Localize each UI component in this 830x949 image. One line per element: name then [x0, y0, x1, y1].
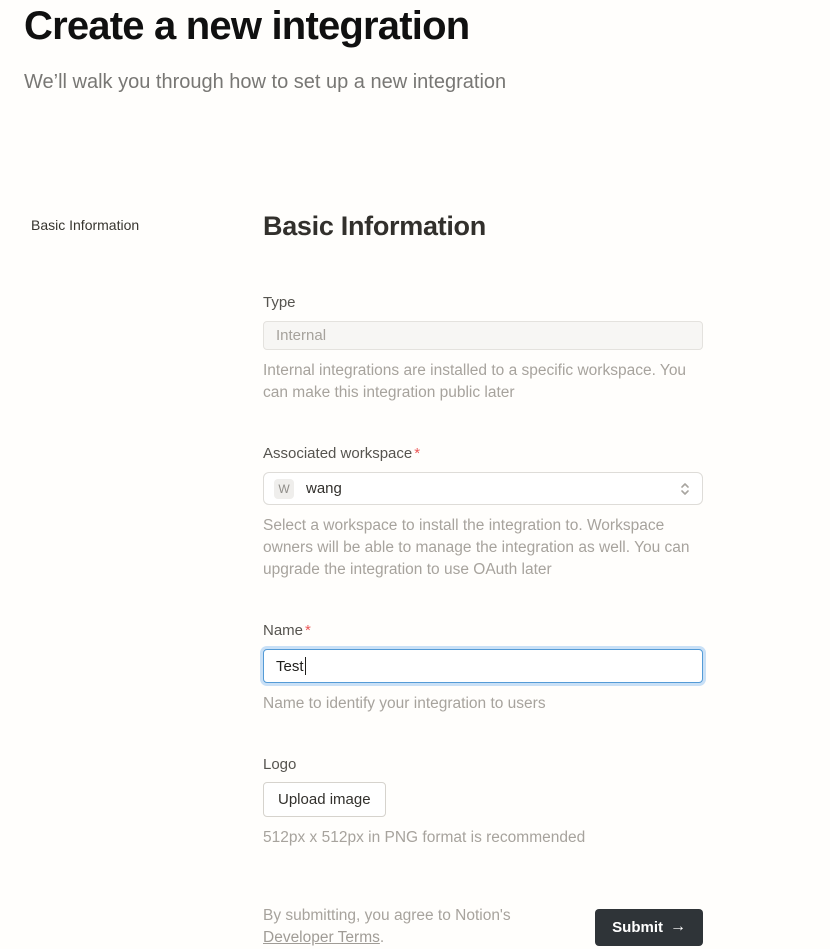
- agreement-text-suffix: .: [379, 929, 385, 946]
- section-heading: Basic Information: [263, 211, 486, 241]
- workspace-help: Select a workspace to install the integration to. Workspace owners will be able to manage the integration as well. You can upgrade the integration to use OAuth later: [263, 517, 690, 578]
- form-main: [263, 210, 703, 949]
- workspace-label: [263, 444, 703, 463]
- content-area: [0, 210, 830, 949]
- page-header: [0, 0, 830, 94]
- arrow-right-icon: →: [670, 918, 686, 935]
- page-subtitle: We’ll walk you through how to set up a new integration: [24, 71, 507, 93]
- chevron-updown-icon: [678, 481, 692, 497]
- workspace-selected-value: wang: [306, 480, 342, 497]
- sidebar-item-basic-information[interactable]: Basic Information: [31, 217, 140, 233]
- form-footer: [263, 905, 703, 949]
- type-input: [263, 321, 703, 350]
- workspace-label-text: Associated workspace: [263, 445, 413, 462]
- submit-button[interactable]: [595, 909, 703, 946]
- name-input[interactable]: [263, 649, 703, 683]
- name-label-text: Name: [263, 622, 304, 639]
- workspace-select[interactable]: [263, 472, 703, 505]
- workspace-field: [263, 444, 703, 581]
- text-caret: [305, 657, 307, 675]
- logo-help: 512px x 512px in PNG format is recommended: [263, 829, 586, 846]
- developer-terms-link[interactable]: Developer Terms: [263, 929, 380, 946]
- agreement-text: [263, 905, 533, 949]
- upload-image-button[interactable]: Upload image: [263, 782, 386, 817]
- type-field: [263, 293, 703, 404]
- type-input-value: Internal: [276, 327, 327, 344]
- submit-button-label: Submit: [612, 918, 663, 936]
- name-field: [263, 621, 703, 715]
- agreement-text-main: By submitting, you agree to Notion's: [263, 907, 511, 924]
- logo-field: [263, 755, 703, 849]
- workspace-avatar: W: [274, 479, 294, 499]
- logo-label: Logo: [263, 756, 297, 773]
- type-label: Type: [263, 294, 296, 311]
- name-input-value: Test: [276, 657, 304, 675]
- name-help: Name to identify your integration to users: [263, 695, 546, 712]
- workspace-required-asterisk: *: [414, 445, 421, 462]
- type-help: Internal integrations are installed to a specific workspace. You can make this integration public later: [263, 362, 687, 401]
- name-label: [263, 621, 703, 640]
- page-title: Create a new integration: [24, 4, 470, 48]
- name-required-asterisk: *: [305, 622, 311, 639]
- step-sidebar: [0, 210, 263, 949]
